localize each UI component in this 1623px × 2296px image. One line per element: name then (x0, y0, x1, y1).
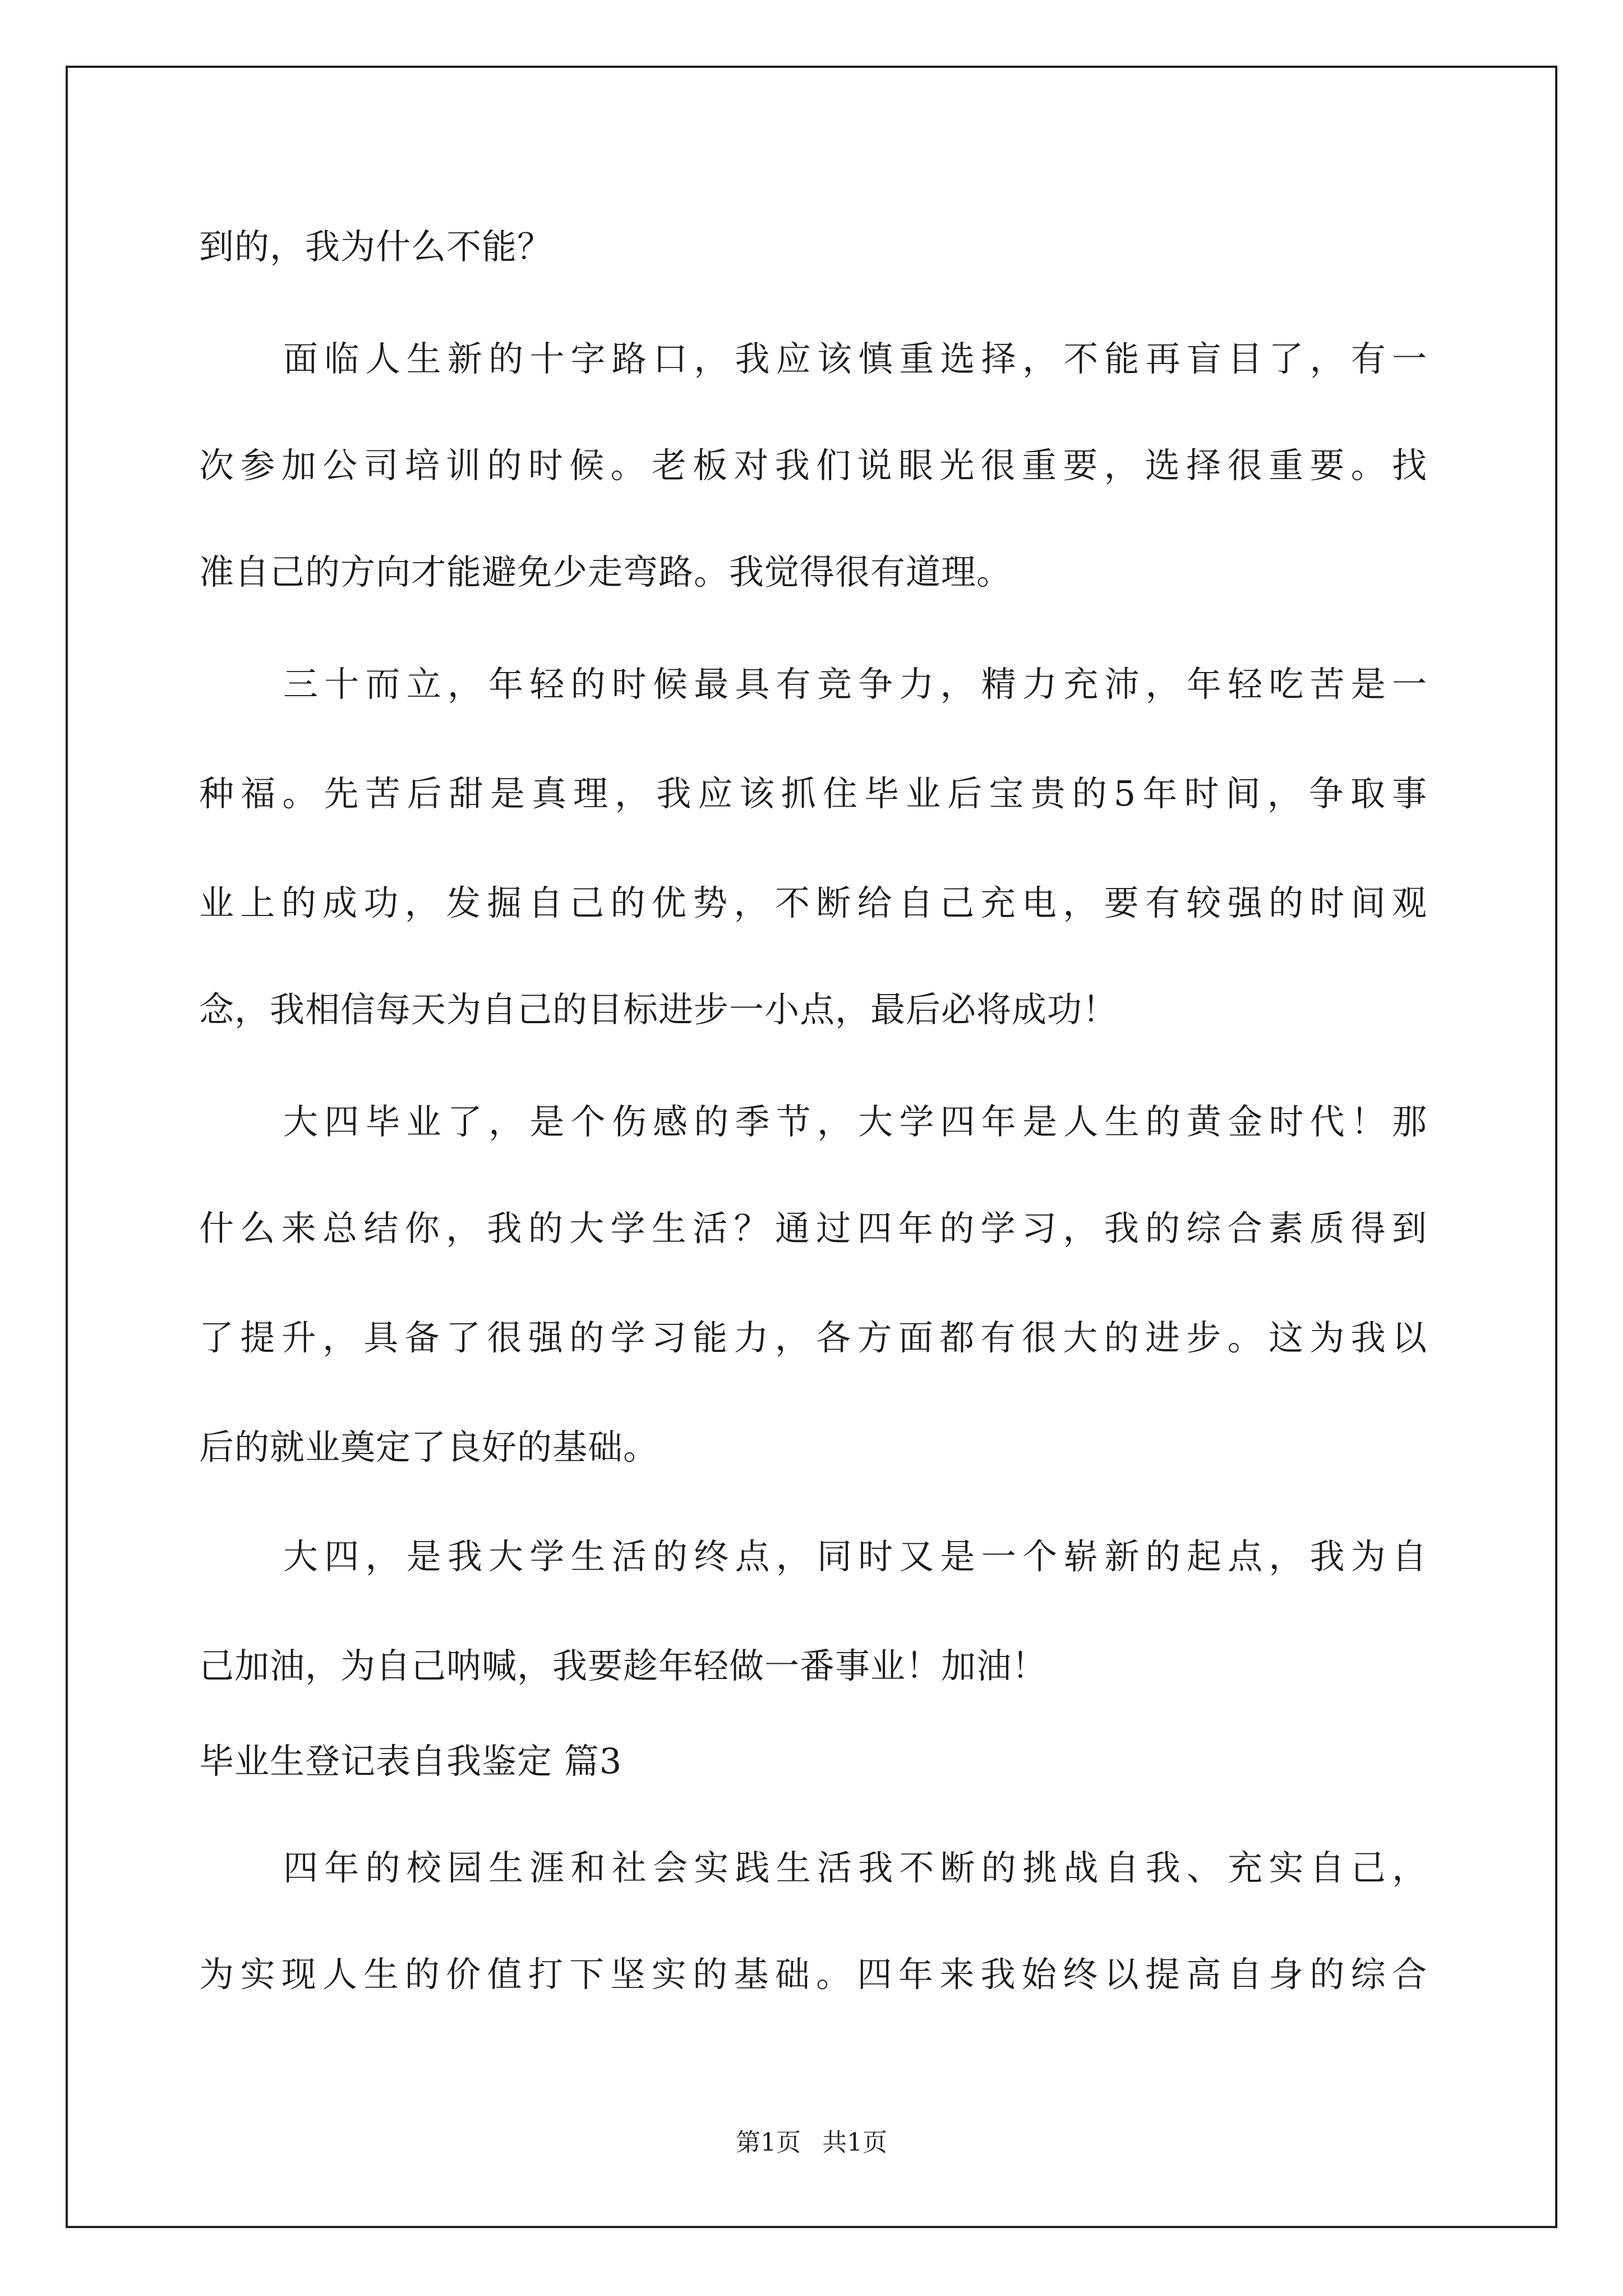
text-line: 己加油，为自己呐喊，我要趁年轻做一番事业！加油！ (199, 1645, 1048, 1686)
text-line: 种福。先苦后甜是真理，我应该抓住毕业后宝贵的5年时间，争取事 (199, 773, 1427, 814)
text-line: 念，我相信每天为自己的目标进步一小点，最后必将成功！ (199, 989, 1118, 1030)
text-line: 什么来总结你，我的大学生活？通过四年的学习，我的综合素质得到 (199, 1208, 1427, 1249)
text-line: 准自己的方向才能避免少走弯路。我觉得很有道理。 (199, 551, 1012, 592)
page-border (66, 66, 1557, 2228)
text-line: 三十而立，年轻的时候最具有竞争力，精力充沛，年轻吃苦是一 (283, 664, 1427, 705)
text-line: 大四毕业了，是个伤感的季节，大学四年是人生的黄金时代！那 (283, 1101, 1427, 1142)
section-heading: 毕业生登记表自我鉴定 篇3 (199, 1741, 623, 1782)
text-line: 大四，是我大学生活的终点，同时又是一个崭新的起点，我为自 (283, 1536, 1427, 1577)
page-total: 共1页 (822, 2128, 887, 2157)
text-line: 四年的校园生涯和社会实践生活我不断的挑战自我、充实自己， (283, 1847, 1427, 1888)
text-line: 后的就业奠定了良好的基础。 (199, 1427, 659, 1467)
page-number: 第1页 (736, 2128, 801, 2157)
page-footer (0, 2126, 1623, 2160)
text-line: 面临人生新的十字路口，我应该慎重选择，不能再盲目了，有一 (283, 338, 1427, 379)
text-line: 次参加公司培训的时候。老板对我们说眼光很重要，选择很重要。找 (199, 445, 1427, 486)
text-line: 为实现人生的价值打下坚实的基础。四年来我始终以提高自身的综合 (199, 1954, 1427, 1995)
text-line: 业上的成功，发掘自己的优势，不断给自己充电，要有较强的时间观 (199, 882, 1427, 923)
text-line: 到的，我为什么不能？ (199, 226, 553, 267)
text-line: 了提升，具备了很强的学习能力，各方面都有很大的进步。这为我以 (199, 1317, 1427, 1358)
